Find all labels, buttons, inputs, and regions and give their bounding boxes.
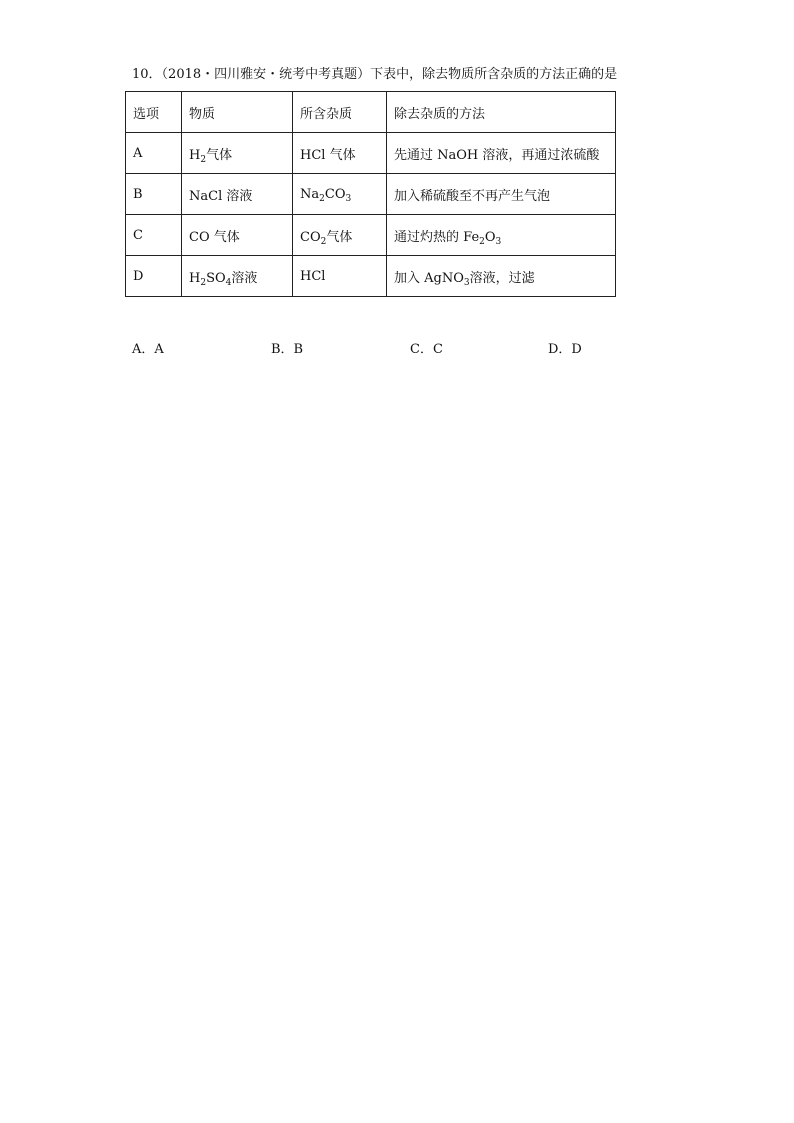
table-header-row: [126, 92, 616, 133]
option-b[interactable]: B．B: [271, 342, 304, 357]
table-row: [126, 174, 616, 215]
row-method: 加入 AgNO$_3$溶液，过滤: [387, 256, 616, 297]
question-stem: [132, 66, 617, 84]
row-substance: $H_2$气体: [182, 133, 293, 174]
question-number: 10．: [132, 67, 162, 82]
option-c[interactable]: C．C: [410, 342, 443, 357]
row-substance: CO 气体: [182, 215, 293, 256]
impurity-table: [125, 91, 616, 297]
header-substance: 物质: [182, 92, 293, 133]
row-option: B: [126, 174, 182, 215]
row-impurity: $Na_2CO_3$: [293, 174, 387, 215]
table-row: [126, 133, 616, 174]
row-impurity: HCl 气体: [293, 133, 387, 174]
row-method: 通过灼热的 $Fe_2O_3$: [387, 215, 616, 256]
row-option: C: [126, 215, 182, 256]
table-row: [126, 215, 616, 256]
option-a[interactable]: A．A: [132, 342, 164, 357]
row-impurity: $CO_2$气体: [293, 215, 387, 256]
row-substance: $H_2SO_4$溶液: [182, 256, 293, 297]
row-substance: NaCl 溶液: [182, 174, 293, 215]
row-method: 加入稀硫酸至不再产生气泡: [387, 174, 616, 215]
row-option: A: [126, 133, 182, 174]
option-d[interactable]: D．D: [548, 342, 582, 357]
row-method: 先通过 NaOH 溶液，再通过浓硫酸: [387, 133, 616, 174]
table-row: [126, 256, 616, 297]
header-method: 除去杂质的方法: [387, 92, 616, 133]
answer-options: [0, 338, 794, 356]
row-option: D: [126, 256, 182, 297]
row-impurity: HCl: [293, 256, 387, 297]
header-option: 选项: [126, 92, 182, 133]
question-text: （2018・四川雅安・统考中考真题）下表中，除去物质所含杂质的方法正确的是: [161, 67, 618, 82]
header-impurity: 所含杂质: [293, 92, 387, 133]
